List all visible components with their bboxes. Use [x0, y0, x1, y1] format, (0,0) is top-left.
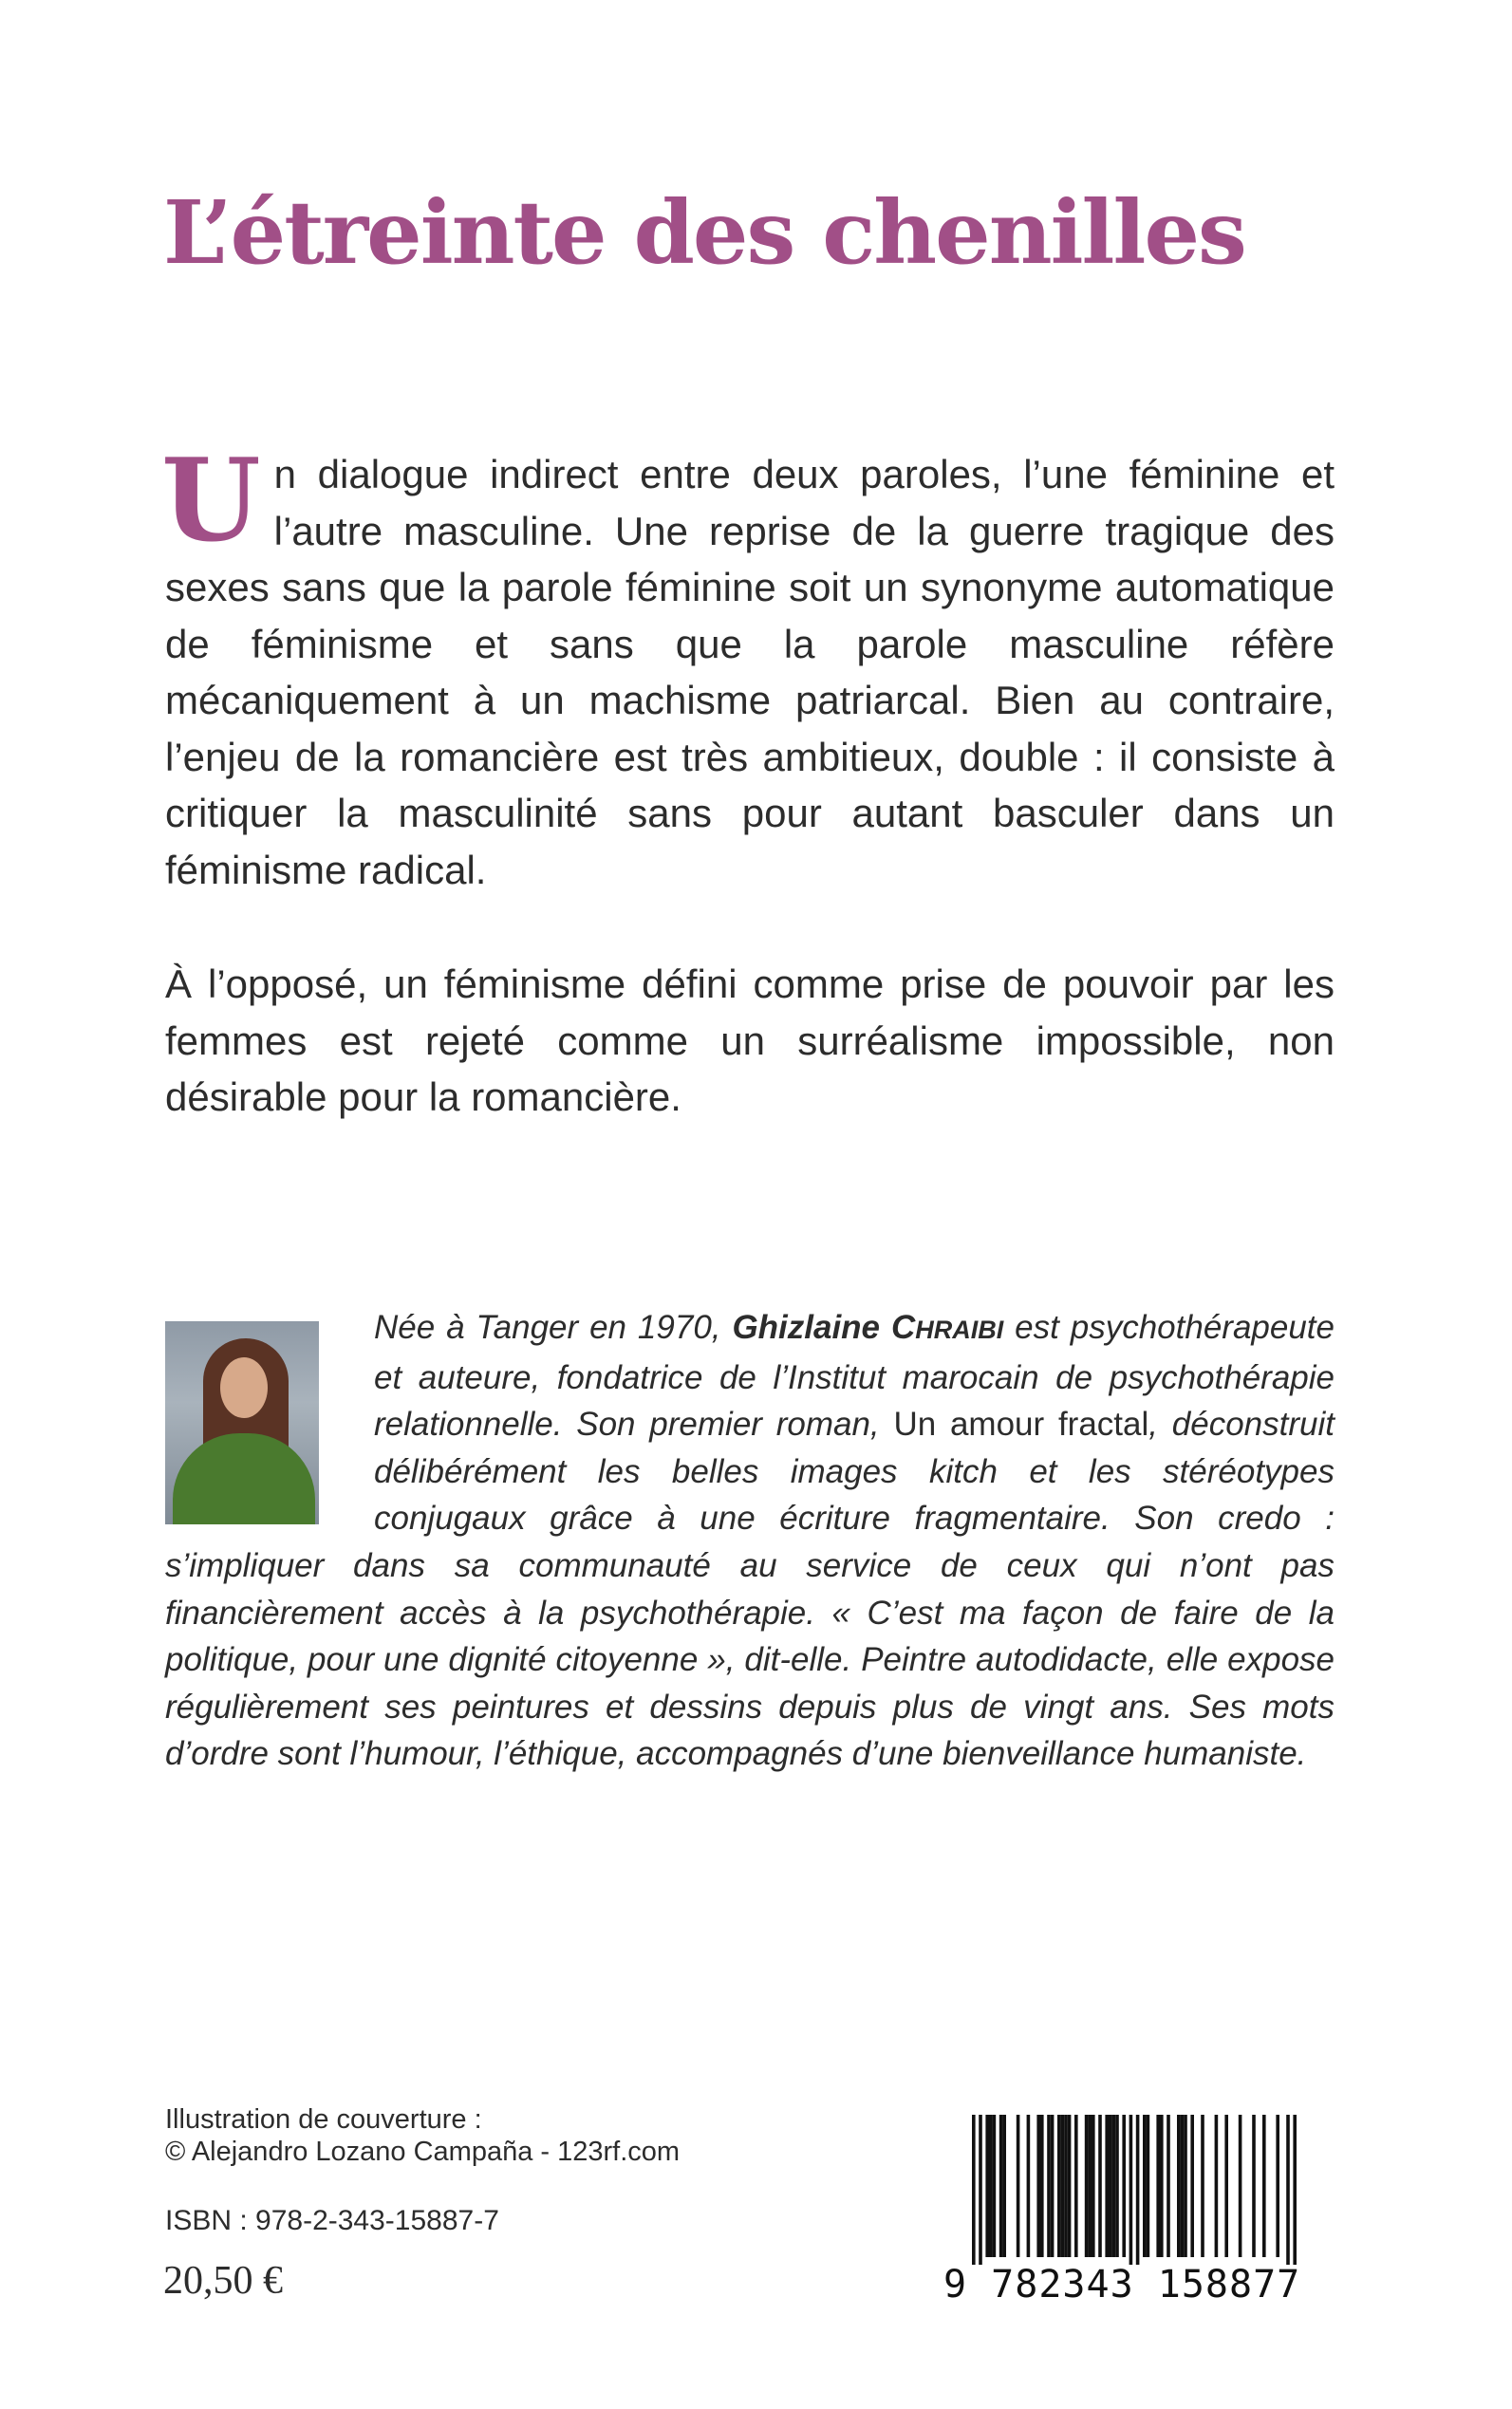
barcode-digits: 9 782343 158877 — [943, 2263, 1301, 2306]
blurb-paragraph-1-text: n dialogue indirect entre deux paroles, l’une féminine et l’autre masculine. Une reprise de la guerre tragique des sexes sans que la parole féminine soit un synonyme automatique de féminisme et sans que la parole masculine réfère mécaniquement à un machisme patriarcal. Bien au contraire, l’enjeu de la romancière est très ambitieux, double : il consiste à critiquer la masculinité sans pour autant basculer dans un féminisme radical. — [165, 452, 1335, 892]
barcode-bar — [985, 2115, 989, 2257]
barcode-bar — [1074, 2115, 1078, 2257]
barcode-bar — [1156, 2115, 1160, 2257]
barcode-bar — [1017, 2115, 1020, 2257]
author-name: Ghizlaine CHRAIBI — [732, 1309, 1004, 1346]
barcode-bar — [1276, 2115, 1279, 2257]
barcode-bar — [1215, 2115, 1219, 2257]
barcode-bar — [1040, 2115, 1044, 2257]
barcode-bars — [943, 2115, 1335, 2265]
drop-cap: U — [161, 434, 261, 568]
barcode-bar — [1160, 2115, 1164, 2257]
barcode-bar — [1201, 2115, 1204, 2257]
barcode-bar — [1143, 2115, 1147, 2257]
barcode-bar — [1085, 2115, 1089, 2257]
barcode-bar — [1112, 2115, 1116, 2257]
barcode-bar — [1068, 2115, 1072, 2257]
bio-text-2: , déconstruit délibérément les belles images kitch et les stéréotypes conjugaux grâce à une écriture fragmentaire. Son credo : s’impliquer dans sa communauté au service de ceux qui n’ont pas financièrement accès à la psychothérapie. « C’est ma façon de faire de la politique, pour une dignité citoyenne », dit-elle. Peintre autodidacte, elle expose régulièrement ses peintures et dessins depuis plus de vingt ans. Ses mots d’ordre sont l’humour, l’éthique, accompagnés d’une bienveillance humaniste. — [165, 1406, 1335, 1773]
barcode-bar — [1109, 2115, 1112, 2257]
barcode-bar — [1061, 2115, 1065, 2257]
barcode-bar — [1051, 2115, 1055, 2257]
barcode-bar — [1057, 2115, 1061, 2257]
credits-line-1: Illustration de couverture : — [165, 2104, 482, 2135]
barcode-bar — [1262, 2115, 1266, 2257]
barcode-bar — [1286, 2115, 1290, 2265]
bio-text-1: est psychothérapeute et auteure, fondatrice de l’Institut marocain de psychothérapie relationnelle. Son premier roman, — [374, 1309, 1335, 1444]
author-bio — [165, 1304, 1335, 1778]
barcode-bar — [1136, 2115, 1140, 2265]
barcode-bar — [1064, 2115, 1068, 2257]
cover-credits — [165, 2103, 680, 2168]
barcode-bar — [1184, 2115, 1187, 2257]
barcode-bar — [999, 2115, 1003, 2257]
barcode-bar — [1129, 2115, 1133, 2265]
barcode-bar — [1088, 2115, 1092, 2257]
barcode-bar — [1122, 2115, 1126, 2257]
blurb-paragraph-2: À l’opposé, un féminisme défini comme prise de pouvoir par les femmes est rejeté comme un surréalisme impossible, non désirable pour la romancière. — [165, 962, 1335, 1119]
barcode-bar — [989, 2115, 993, 2257]
barcode-bar — [1167, 2115, 1170, 2257]
isbn: ISBN : 978-2-343-15887-7 — [165, 2205, 499, 2236]
barcode-bar — [1239, 2115, 1242, 2257]
barcode-bar — [1027, 2115, 1031, 2257]
barcode-bar — [1190, 2115, 1194, 2257]
credits-line-2: © Alejandro Lozano Campaña - 123rf.com — [165, 2137, 681, 2167]
barcode-bar — [1147, 2115, 1150, 2257]
price: 20,50 € — [163, 2259, 283, 2303]
barcode-bar — [979, 2115, 982, 2265]
bio-intro: Née à Tanger en 1970, — [374, 1309, 733, 1346]
barcode-bar — [1252, 2115, 1256, 2257]
barcode-bar — [1092, 2115, 1095, 2257]
barcode-bar — [1181, 2115, 1185, 2257]
author-photo — [165, 1321, 319, 1524]
barcode-bar — [1105, 2115, 1109, 2257]
barcode-bar — [1047, 2115, 1051, 2257]
barcode-bar — [1177, 2115, 1181, 2257]
barcode-bar — [1036, 2115, 1040, 2257]
blurb-paragraph-1 — [161, 434, 1335, 898]
novel-title: Un amour fractal — [893, 1406, 1149, 1444]
barcode-bar — [1293, 2115, 1297, 2265]
barcode-bar — [993, 2115, 997, 2257]
barcode-bar — [1098, 2115, 1102, 2257]
barcode-bar — [1224, 2115, 1228, 2257]
book-title: L’étreinte des chenilles — [163, 181, 1245, 284]
barcode-bar — [972, 2115, 976, 2265]
barcode-bar — [1115, 2115, 1119, 2257]
barcode-bar — [1002, 2115, 1006, 2257]
